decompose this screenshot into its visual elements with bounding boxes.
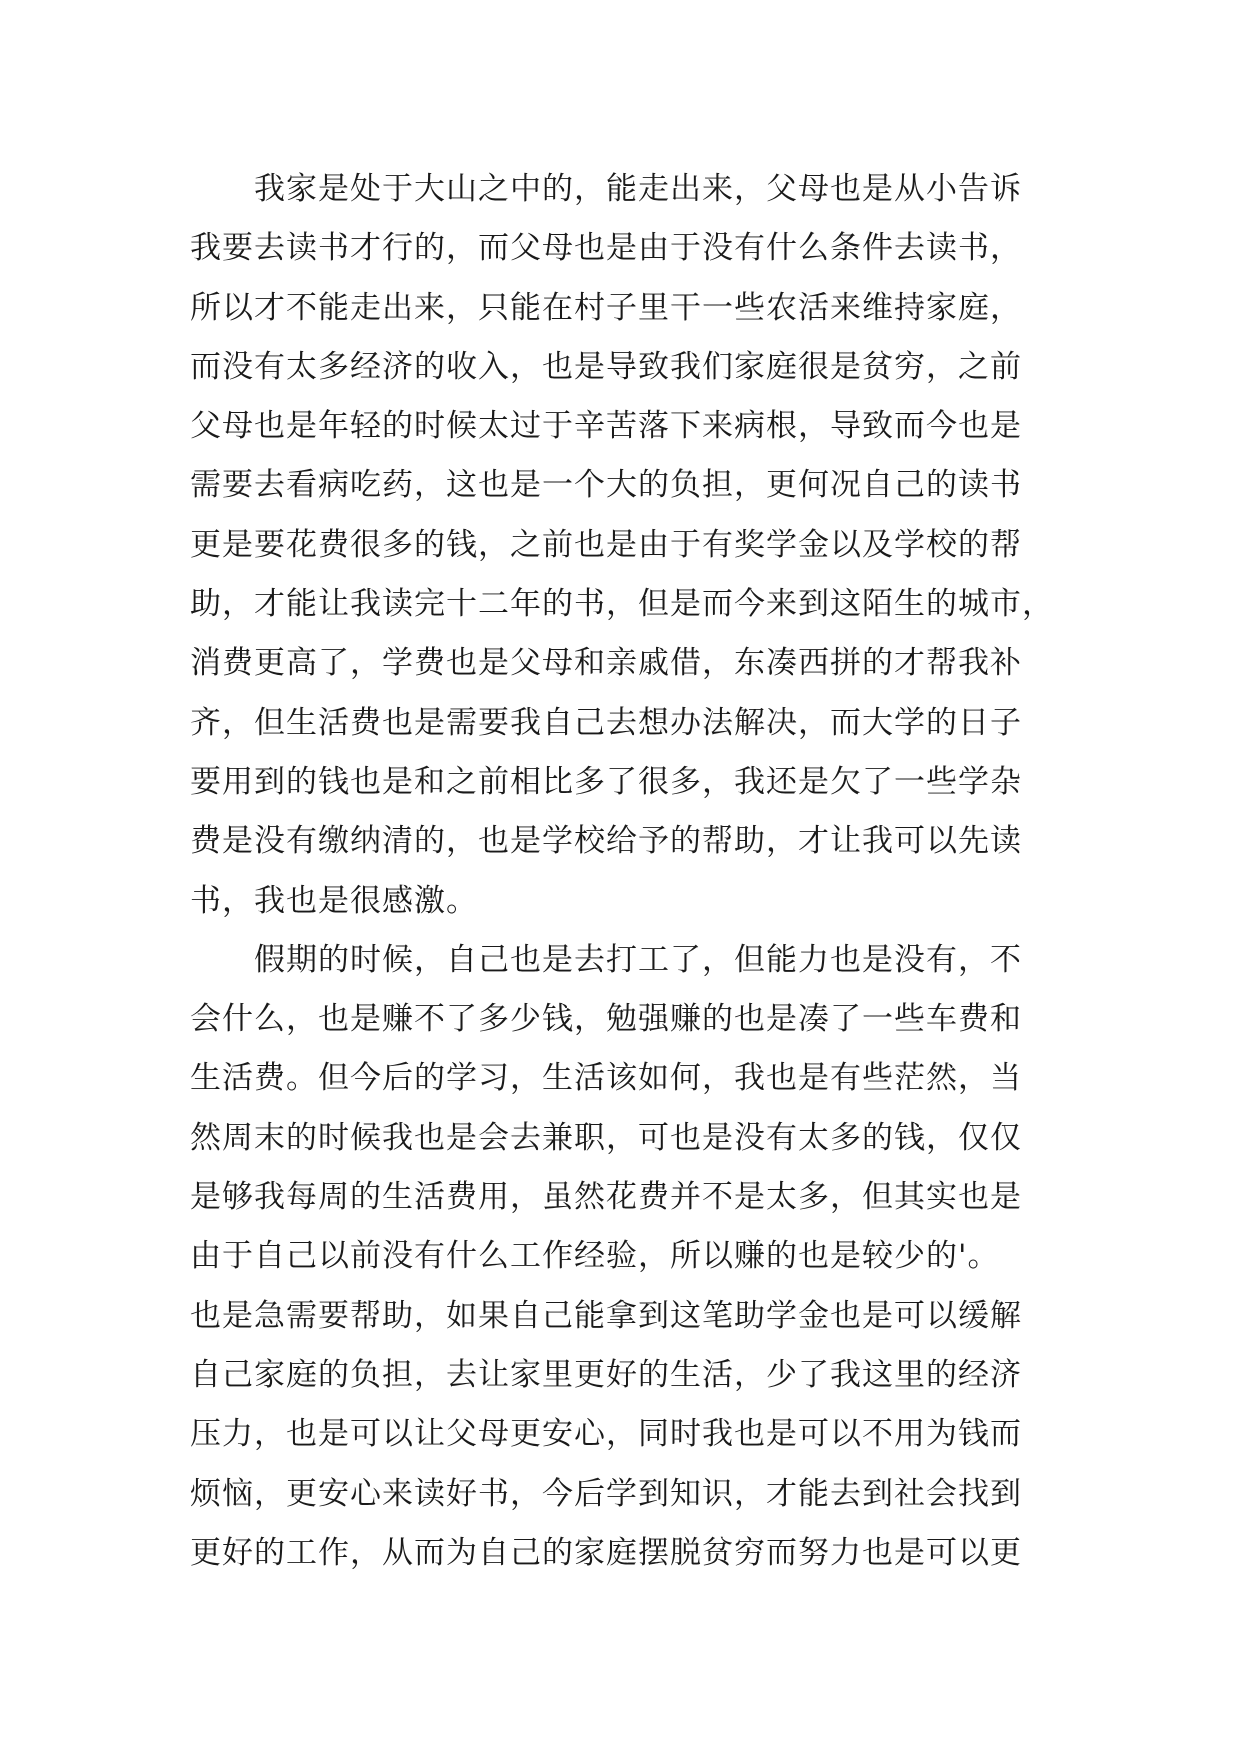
text-line: 自己家庭的负担，去让家里更好的生活，少了我这里的经济 <box>190 1356 1022 1393</box>
text-line: 需要去看病吃药，这也是一个大的负担，更何况自己的读书 <box>190 467 1022 504</box>
text-line: 假期的时候，自己也是去打工了，但能力也是没有，不 <box>254 941 1022 978</box>
text-line: 书，我也是很感激。 <box>190 882 478 919</box>
text-line: 助，才能让我读完十二年的书，但是而今来到这陌生的城市， <box>190 586 1054 623</box>
text-line: 齐，但生活费也是需要我自己去想办法解决，而大学的日子 <box>190 704 1022 741</box>
text-line: 由于自己以前没有什么工作经验，所以赚的也是较少的'。 <box>190 1238 1000 1275</box>
text-line: 生活费。但今后的学习，生活该如何，我也是有些茫然，当 <box>190 1060 1022 1097</box>
text-line: 也是急需要帮助，如果自己能拿到这笔助学金也是可以缓解 <box>190 1297 1022 1334</box>
text-line: 费是没有缴纳清的，也是学校给予的帮助，才让我可以先读 <box>190 823 1022 860</box>
text-line: 烦恼，更安心来读好书，今后学到知识，才能去到社会找到 <box>190 1475 1022 1512</box>
text-line: 会什么，也是赚不了多少钱，勉强赚的也是凑了一些车费和 <box>190 1001 1022 1038</box>
text-line: 父母也是年轻的时候太过于辛苦落下来病根，导致而今也是 <box>190 408 1022 445</box>
text-line: 我要去读书才行的，而父母也是由于没有什么条件去读书， <box>190 230 1022 267</box>
paragraph-family-situation <box>190 160 1070 931</box>
text-line: 而没有太多经济的收入，也是导致我们家庭很是贫穷，之前 <box>190 348 1022 385</box>
paragraph-holiday-work <box>190 931 1070 1583</box>
text-line: 我家是处于大山之中的，能走出来，父母也是从小告诉 <box>254 171 1022 207</box>
text-line: 是够我每周的生活费用，虽然花费并不是太多，但其实也是 <box>190 1179 1022 1216</box>
text-line: 压力，也是可以让父母更安心，同时我也是可以不用为钱而 <box>190 1416 1022 1453</box>
text-line: 消费更高了，学费也是父母和亲戚借，东凑西拼的才帮我补 <box>190 645 1022 682</box>
document-body <box>190 160 1070 1583</box>
text-line: 然周末的时候我也是会去兼职，可也是没有太多的钱，仅仅 <box>190 1119 1022 1156</box>
text-line: 要用到的钱也是和之前相比多了很多，我还是欠了一些学杂 <box>190 763 1022 800</box>
text-line: 所以才不能走出来，只能在村子里干一些农活来维持家庭， <box>190 289 1022 326</box>
text-line: 更是要花费很多的钱，之前也是由于有奖学金以及学校的帮 <box>190 526 1022 563</box>
text-line: 更好的工作，从而为自己的家庭摆脱贫穷而努力也是可以更 <box>190 1534 1022 1571</box>
